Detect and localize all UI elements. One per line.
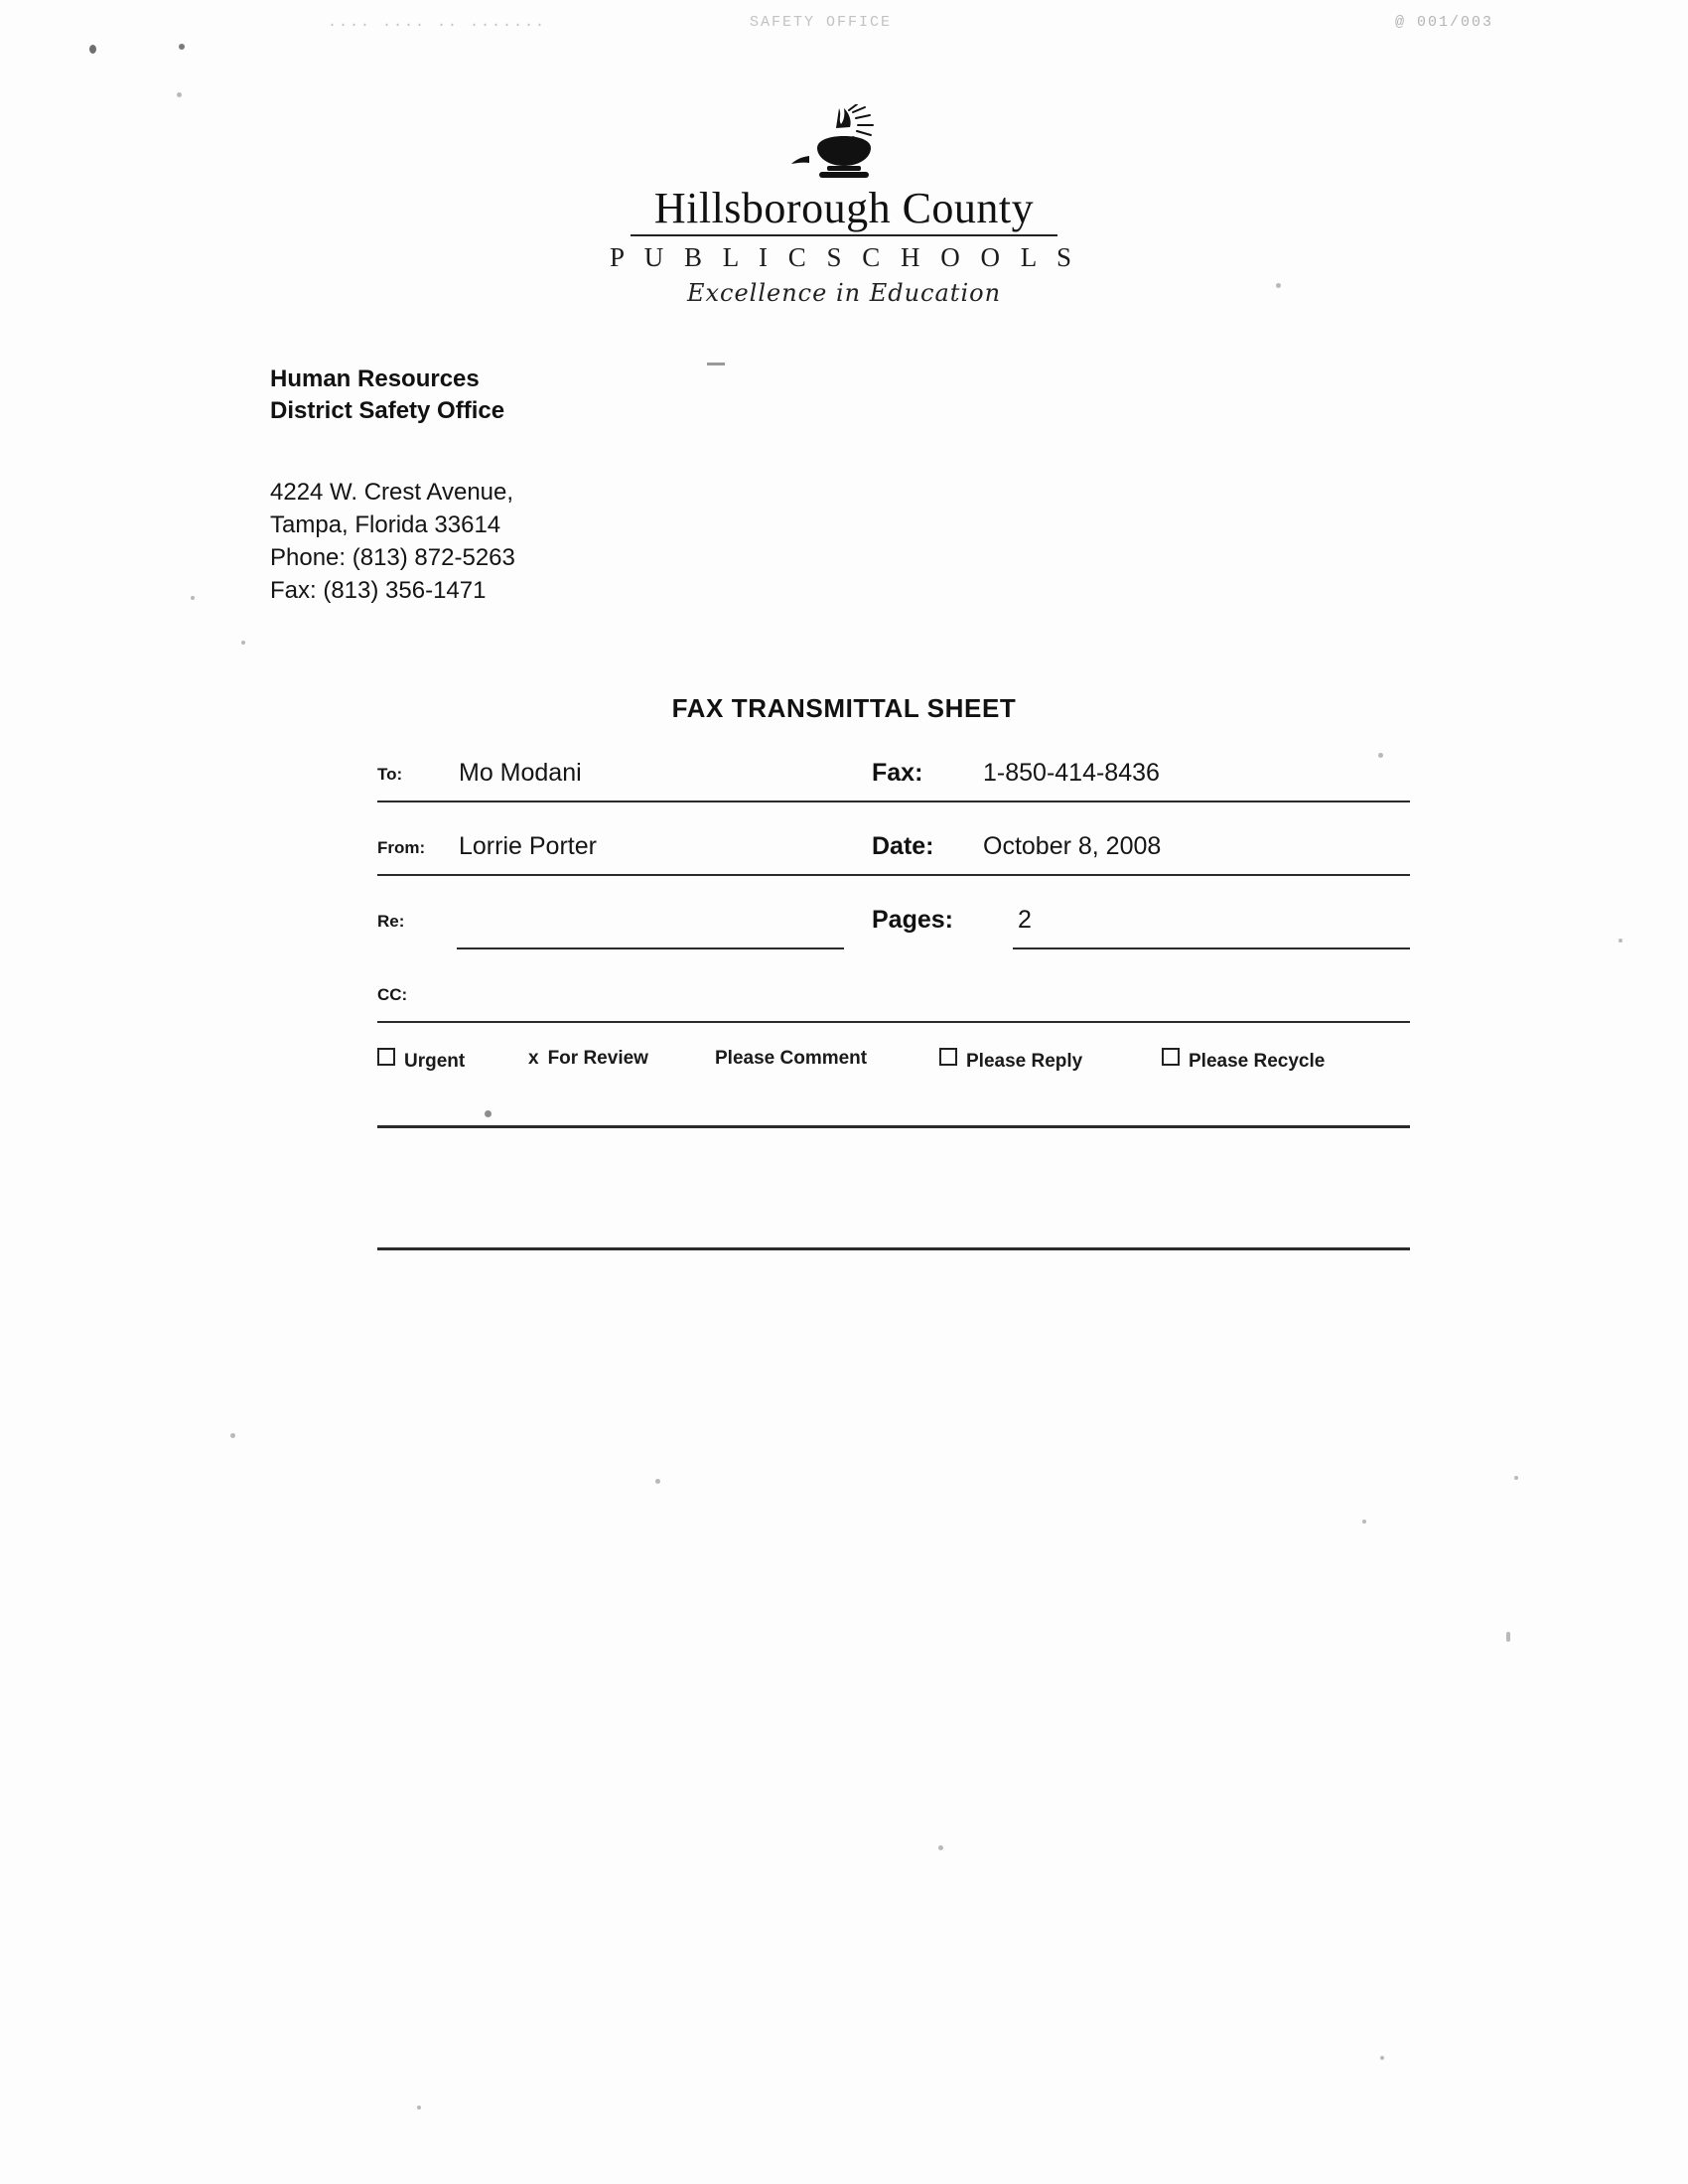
logo-title: Hillsborough County — [653, 184, 1035, 232]
date-value[interactable]: October 8, 2008 — [983, 832, 1162, 860]
district-logo — [0, 104, 1688, 307]
address-fax: Fax: (813) 356-1471 — [270, 577, 487, 605]
option-please-reply-label: Please Reply — [966, 1051, 1083, 1072]
option-for-review-label: For Review — [547, 1048, 648, 1069]
option-for-review[interactable] — [528, 1048, 648, 1070]
fax-header-page-counter: @ 001/003 — [1395, 14, 1494, 31]
option-please-reply[interactable] — [939, 1048, 1082, 1073]
from-label: From: — [377, 838, 426, 857]
option-please-recycle-label: Please Recycle — [1189, 1051, 1326, 1072]
scan-speck — [655, 1479, 660, 1484]
pages-value[interactable]: 2 — [1018, 906, 1032, 934]
logo-tagline: Excellence in Education — [686, 279, 1002, 308]
section-divider-bottom — [377, 1247, 1410, 1250]
row-rule — [377, 801, 1410, 802]
logo-subtitle: P U B L I C S C H O O L S — [609, 242, 1079, 273]
checkbox-icon[interactable] — [377, 1048, 395, 1066]
scan-speck — [177, 92, 182, 97]
address-phone: Phone: (813) 872-5263 — [270, 544, 515, 572]
oil-lamp-icon — [779, 104, 909, 182]
fax-header-left: .... .... .. ....... — [328, 14, 547, 31]
cc-label: CC: — [377, 985, 408, 1004]
row-rule — [377, 1021, 1410, 1023]
address-street: 4224 W. Crest Avenue, — [270, 479, 514, 506]
form-row-from — [377, 826, 1410, 900]
x-mark-icon: x — [528, 1048, 539, 1069]
scan-speck — [485, 1110, 492, 1117]
scan-speck — [179, 44, 185, 50]
page-title: FAX TRANSMITTAL SHEET — [671, 693, 1017, 723]
address-city-state-zip: Tampa, Florida 33614 — [270, 511, 501, 539]
to-label: To: — [377, 765, 403, 784]
form-row-re — [377, 900, 1410, 973]
fax-header-middle: SAFETY OFFICE — [750, 14, 893, 31]
option-urgent[interactable] — [377, 1048, 465, 1073]
department-line-1: Human Resources — [270, 365, 480, 392]
from-value[interactable]: Lorrie Porter — [459, 832, 597, 860]
department-block — [270, 364, 504, 427]
fax-label: Fax: — [872, 759, 923, 787]
scan-speck — [89, 45, 96, 54]
scan-speck — [1506, 1632, 1510, 1642]
scan-speck — [1618, 939, 1622, 943]
logo-divider — [631, 234, 1057, 236]
scan-speck — [191, 596, 195, 600]
scan-speck — [938, 1845, 943, 1850]
option-please-comment[interactable] — [715, 1048, 867, 1070]
address-block — [270, 476, 515, 607]
option-please-recycle[interactable] — [1162, 1048, 1325, 1073]
department-line-2: District Safety Office — [270, 396, 505, 424]
scan-speck — [1362, 1520, 1366, 1524]
section-divider-top — [377, 1125, 1410, 1128]
checkbox-icon[interactable] — [939, 1048, 957, 1066]
scan-speck — [241, 641, 245, 645]
row-rule — [377, 874, 1410, 876]
scan-speck — [1380, 2056, 1384, 2060]
row-rule-left — [457, 947, 844, 949]
fax-form — [377, 753, 1410, 1047]
option-urgent-label: Urgent — [404, 1051, 466, 1072]
checkbox-icon[interactable] — [1162, 1048, 1180, 1066]
form-row-to — [377, 753, 1410, 826]
form-row-cc — [377, 973, 1410, 1047]
fax-value[interactable]: 1-850-414-8436 — [983, 759, 1160, 787]
fax-options-row — [377, 1048, 1410, 1088]
pages-label: Pages: — [872, 906, 953, 934]
option-please-comment-label: Please Comment — [715, 1048, 868, 1069]
scan-speck — [1514, 1476, 1518, 1480]
scan-speck — [417, 2106, 421, 2110]
to-value[interactable]: Mo Modani — [459, 759, 582, 787]
scan-speck — [230, 1433, 235, 1438]
date-label: Date: — [872, 832, 934, 860]
row-rule-right — [1013, 947, 1410, 949]
re-label: Re: — [377, 912, 405, 931]
scan-speck — [707, 363, 725, 365]
fax-transmission-header — [0, 14, 1688, 40]
